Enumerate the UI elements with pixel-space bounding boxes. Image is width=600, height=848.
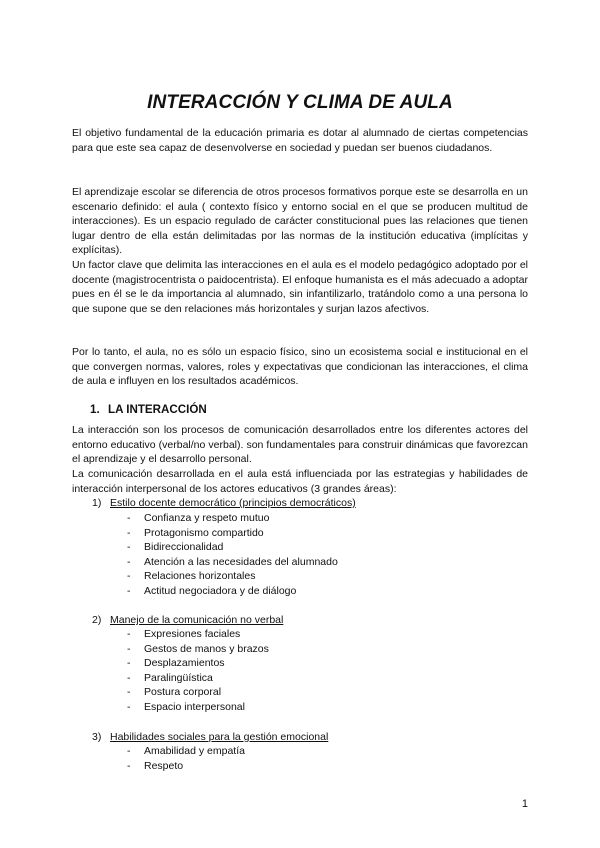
intro-paragraph: El objetivo fundamental de la educación primaria es dotar al alumnado de ciertas competencias para que este sea capaz de desenvolverse en sociedad y puedan ser buenos ciudadanos. [72,127,528,154]
list-item: - Desplazamientos [127,657,225,670]
section-number: 1. [90,403,100,416]
area-title: Estilo docente democrático (principios democráticos) [110,497,356,509]
ecosystem-paragraph: Por lo tanto, el aula, no es sólo un espacio físico, sino un ecosistema social e institucional en el que convergen normas, valores, roles y expectativas que condicionan las interacciones, el clima de aula e influyen en los resultados académicos. [72,346,528,388]
communication-paragraph: La comunicación desarrollada en el aula está influenciada por las estrategias y habilidades de interacción interpersonal de los actores educativos (3 grandes áreas): [72,468,528,495]
area-3-list [127,744,245,773]
area-2-list [127,627,269,715]
area-number: 2) [92,614,102,626]
list-item: - Amabilidad y empatía [127,745,245,757]
list-item: - Confianza y respeto mutuo [127,512,270,524]
learning-paragraph: El aprendizaje escolar se diferencia de otros procesos formativos porque este se desarrolla en un escenario definido: el aula ( contexto físico y entorno social en el que se producen multitud de interacciones). Es un espacio regulado de carácter constitucional pues las relaciones que tienen lugar dentro de ella están delimitadas por las normas de la institución educativa (implícitas y explícitas). [72,186,528,257]
list-item: - Actitud negociadora y de diálogo [127,584,297,597]
list-item: - Gestos de manos y brazos [127,642,269,655]
area-1-list [127,511,338,599]
section-heading [90,403,207,416]
pedagogical-model-paragraph: Un factor clave que delimita las interacciones en el aula es el modelo pedagógico adoptado por el docente (magistrocentrista o paidocentrista). El enfoque humanista es el más adecuado a adoptar pues en él se le da importancia al alumnado, sin infantilizarlo, tratándolo como a una persona lo que supone que se den relaciones más horizontales y surjan lazos afectivos. [72,259,528,315]
page-number: 1 [521,798,528,810]
list-item: - Postura corporal [127,686,222,699]
section-title: LA INTERACCIÓN [108,403,207,416]
list-item: - Relaciones horizontales [127,570,256,583]
document-title: INTERACCIÓN Y CLIMA DE AULA [147,92,453,113]
area-number: 1) [92,497,102,509]
list-item: - Expresiones faciales [127,628,241,640]
area-heading-3 [92,730,328,745]
list-item: - Atención a las necesidades del alumnado [127,555,338,568]
area-number: 3) [92,731,102,743]
list-item: - Respeto [127,759,184,772]
area-heading-2 [92,613,283,628]
area-heading-1 [92,496,356,511]
area-title: Manejo de la comunicación no verbal [110,614,284,626]
list-item: - Bidireccionalidad [127,541,224,554]
area-title: Habilidades sociales para la gestión emocional [110,731,329,743]
interaction-paragraph: La interacción son los procesos de comunicación desarrollados entre los diferentes actores del entorno educativo (verbal/no verbal). son fundamentales para construir dinámicas que favorezcan el aprendizaje y el desarrollo personal. [72,424,528,466]
list-item: - Espacio interpersonal [127,700,245,713]
list-item: - Protagonismo compartido [127,526,264,539]
list-item: - Paralingüística [127,671,213,684]
